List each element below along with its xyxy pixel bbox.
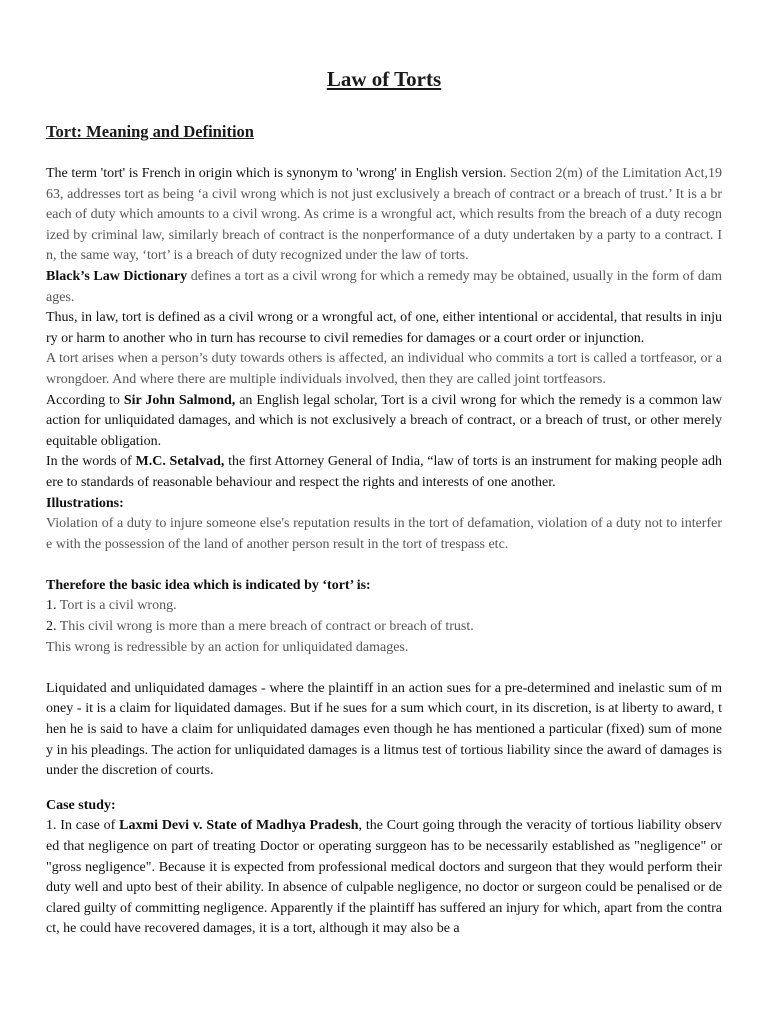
thus-paragraph: Thus, in law, tort is defined as a civil wrong or a wrongful act, of one, either intentional or accidental, that results in injury or harm to another who in turn has recourse to civil remedies for damages or a court order or injunction.: [46, 310, 722, 346]
setalvad-quote-text: the first Attorney General of India, “law of torts is an instrument for making people adhere to standards of reasonable behaviour and respect the rights and interests of one another.: [46, 454, 722, 490]
document-page: [46, 64, 722, 940]
setalvad-pre-text: In the words of: [46, 454, 136, 470]
case-study-pre-text: 1. In case of: [46, 818, 120, 834]
basic-idea-item: [46, 617, 722, 638]
liquidated-damages-paragraph: Liquidated and unliquidated damages - where the plaintiff in an action sues for a pre-determined and inelastic sum of money - it is a claim for liquidated damages. But if he sues for a sum which court, in its discretion, is at liberty to award, then he is said to have a claim for unliquidated damages even though he has mentioned a particular (fixed) sum of money in his pleadings. The action for unliquidated damages is a litmus test of tortious liability since the award of damages is under the discretion of courts.: [46, 680, 722, 779]
case-study-heading: Case study:: [46, 797, 116, 813]
salmond-pre-text: According to: [46, 392, 124, 408]
basic-idea-item-number: 1.: [46, 598, 60, 614]
blacks-definition-paragraph: [46, 267, 722, 308]
spacer: [46, 658, 722, 679]
intro-lead-text: The term 'tort' is French in origin which is synonym to 'wrong' in English version.: [46, 166, 510, 181]
blacks-definition-text: defines a tort as a civil wrong for which a remedy may be obtained, usually in the form of damages.: [46, 268, 722, 305]
salmond-paragraph: [46, 391, 722, 453]
setalvad-name: M.C. Setalvad,: [135, 454, 225, 470]
setalvad-paragraph: [46, 452, 722, 493]
basic-idea-item-text: This civil wrong is more than a mere breach of contract or breach of trust.: [59, 619, 474, 635]
section-heading: Tort: Meaning and Definition: [46, 122, 254, 141]
basic-idea-item-number: 2.: [46, 619, 60, 635]
salmond-definition-text: an English legal scholar, Tort is a civil wrong for which the remedy is a common law action for unliquidated damages, and which is not exclusively a breach of contract, or a breach of trust, or other merely equitable obligation.: [46, 392, 722, 449]
illustrations-paragraph: Violation of a duty to injure someone else's reputation results in the tort of defamation, violation of a duty not to interfere with the possession of the land of another person result in the tort of trespass etc.: [46, 516, 722, 552]
basic-idea-item-text: Tort is a civil wrong.: [59, 598, 177, 614]
salmond-name: Sir John Salmond,: [123, 392, 236, 408]
intro-paragraph: [46, 164, 722, 267]
blacks-law-dictionary-term: Black’s Law Dictionary: [46, 268, 188, 284]
case-study-paragraph: [46, 816, 722, 940]
intro-rest-text: Section 2(m) of the Limitation Act,1963, addresses tort as being ‘a civil wrong which is not just exclusively a breach of contract or a breach of trust.’ It is a breach of duty which amounts to a civil wrong. As crime is a wrongful act, which results from the breach of a duty recognized by criminal law, similarly breach of contract is the nonperformance of a duty undertaken by a party to a contract. In, the same way, ‘tort’ is a breach of duty recognized under the law of torts.: [46, 166, 722, 264]
basic-idea-extra: This wrong is redressible by an action for unliquidated damages.: [46, 639, 409, 655]
case-name: Laxmi Devi v. State of Madhya Pradesh: [119, 818, 359, 834]
illustrations-heading: Illustrations:: [46, 495, 124, 511]
basic-idea-item: [46, 596, 722, 617]
case-study-text: , the Court going through the veracity of tortious liability observed that negligence on part of treating Doctor or operating surggeon has to be necessarily established as "negligence" or "gross negligence". Because it is expected from professional medical doctors and surgeon that they would perform their duty well and upto best of their ability. In absence of culpable negligence, no doctor or surgeon could be penalised or declared guilty of committing negligence. Apparently if the plaintiff has suffered an injury for which, apart from the contract, he could have recovered damages, it is a tort, although it may also be a: [46, 818, 722, 937]
spacer: [46, 555, 722, 576]
basic-idea-heading: Therefore the basic idea which is indicated by ‘tort’ is:: [46, 577, 371, 593]
document-title: Law of Torts: [326, 67, 442, 91]
spacer: [46, 782, 722, 796]
tortfeasor-paragraph: A tort arises when a person’s duty towards others is affected, an individual who commits a tort is called a tortfeasor, or a wrongdoer. And where there are multiple individuals involved, then they are called joint tortfeasors.: [46, 351, 722, 387]
